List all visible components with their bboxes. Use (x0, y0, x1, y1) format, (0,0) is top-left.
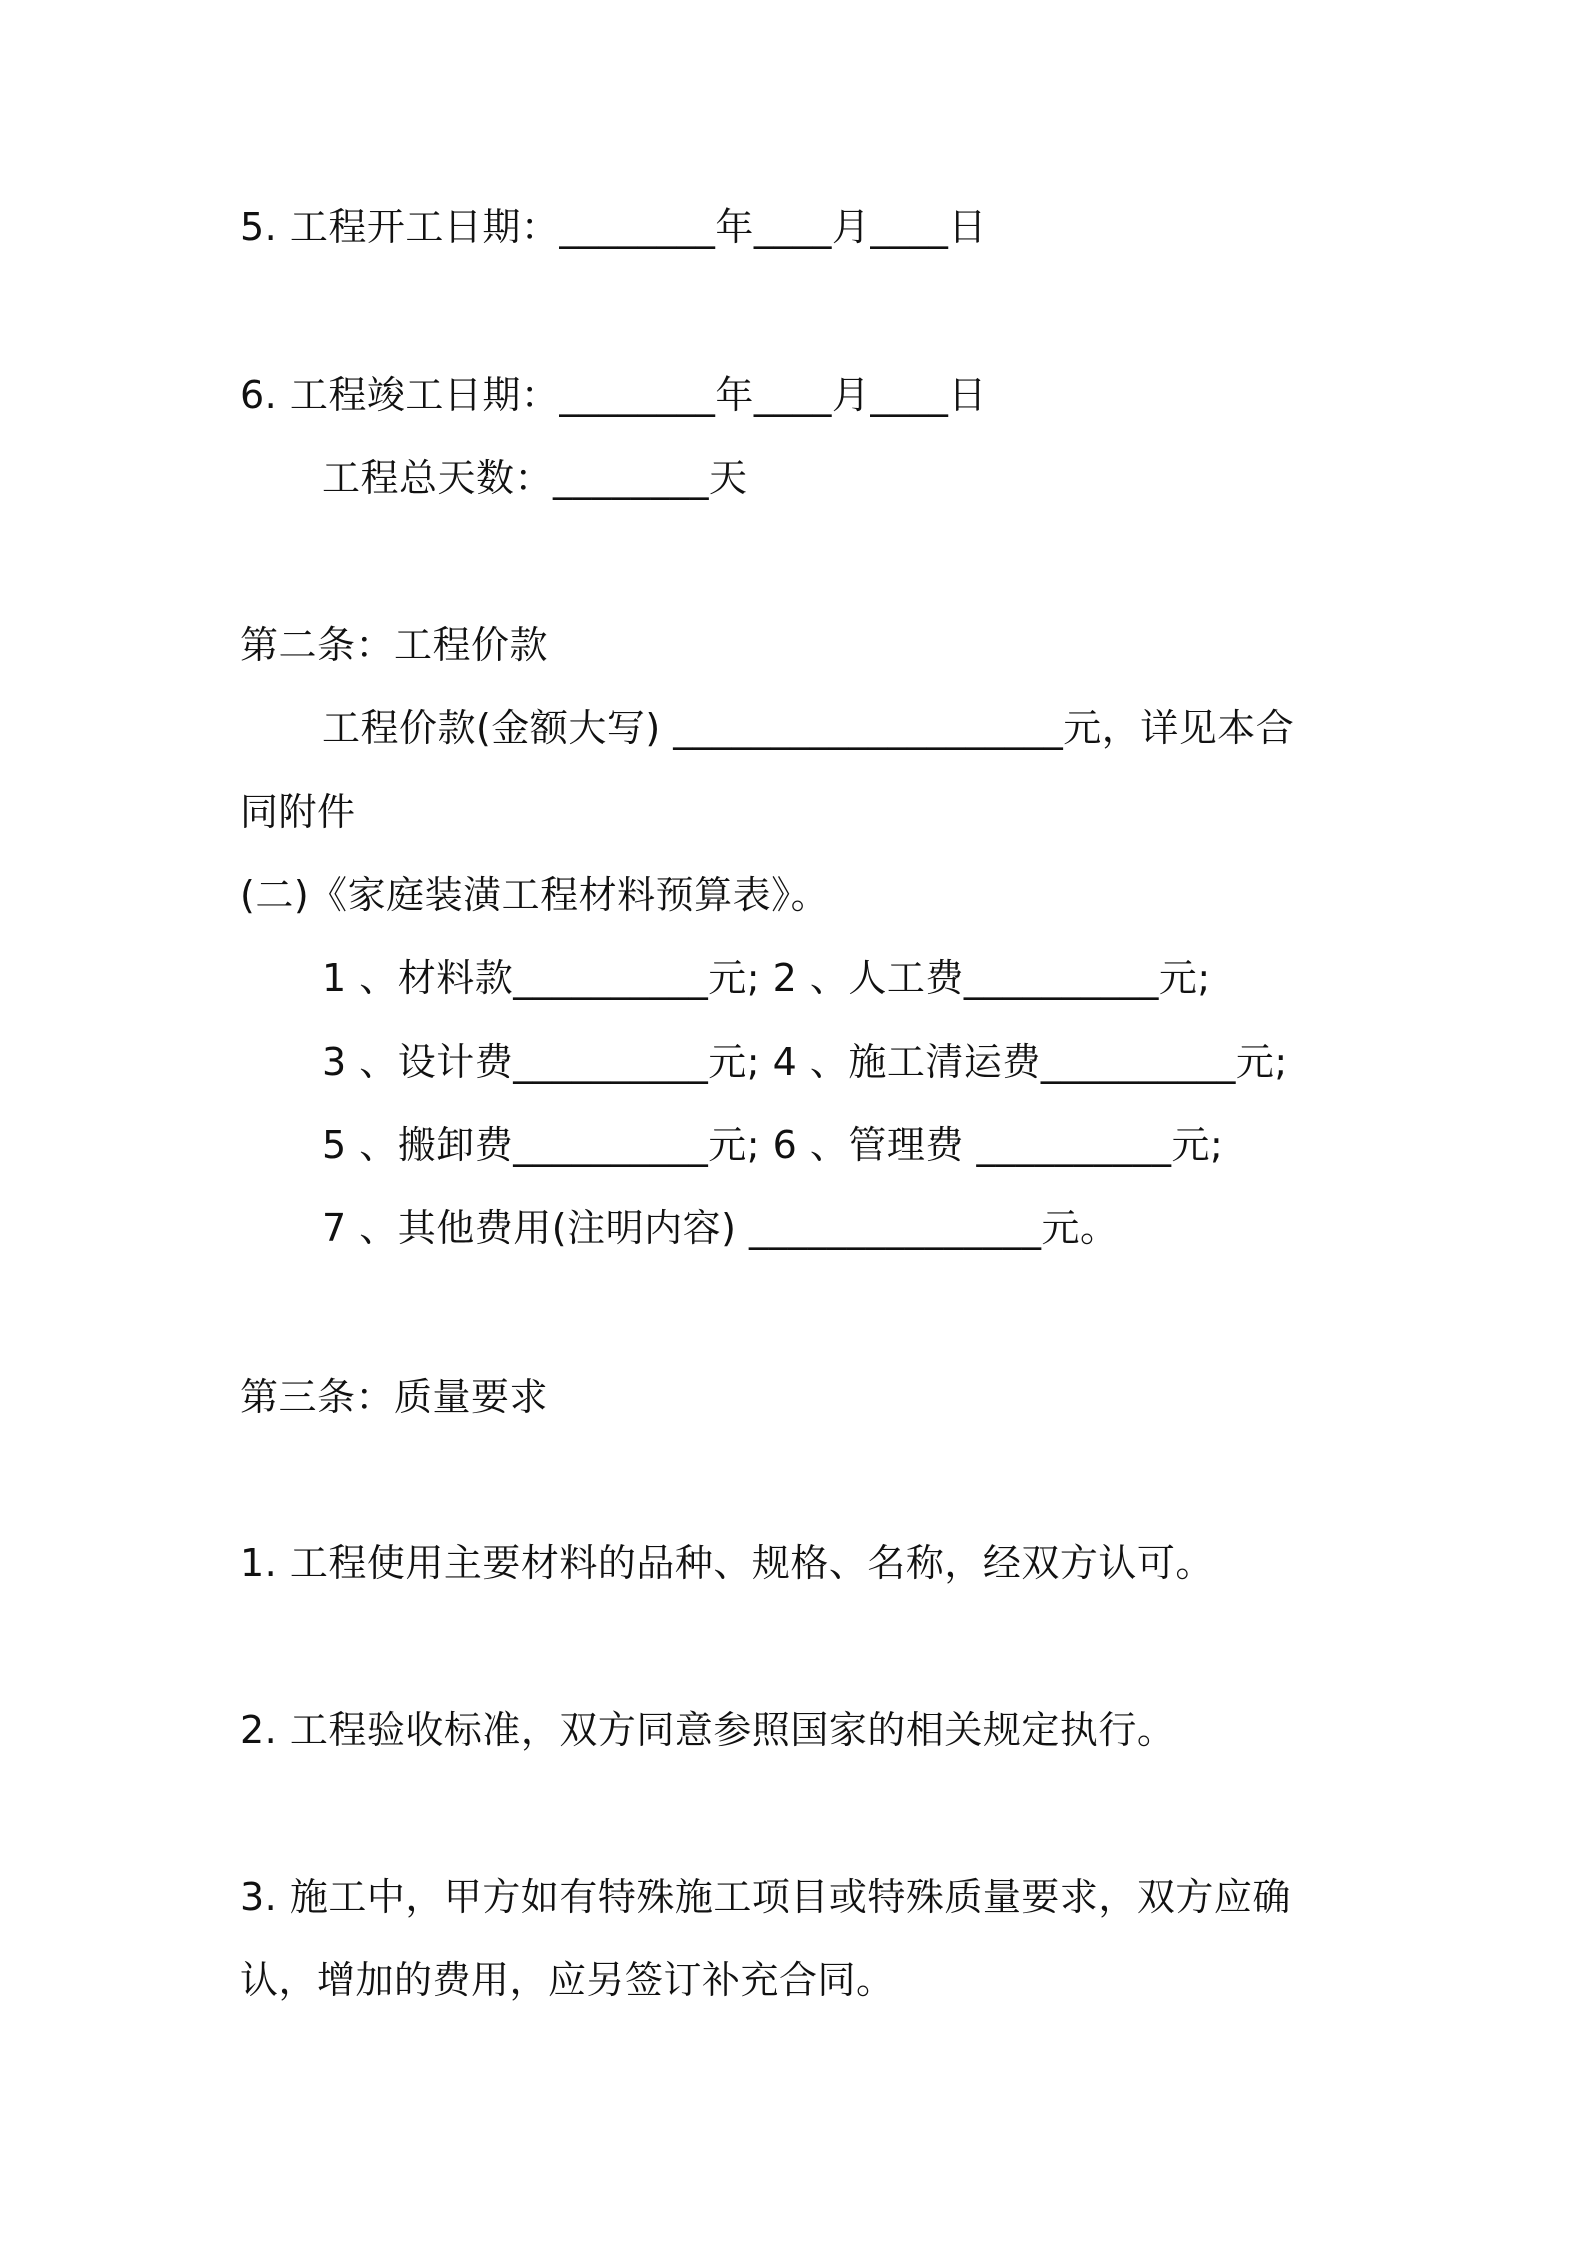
budget-table-reference: (二)《家庭装潢工程材料预算表》。 (240, 873, 830, 917)
quality-item-1: 1. 工程使用主要材料的品种、规格、名称，经双方认可。 (240, 1541, 1214, 1585)
price-amount-line: 工程价款(金额大写) ____________________元，详见本合 (322, 706, 1295, 750)
total-days-line: 工程总天数：________天 (322, 456, 748, 500)
quality-item-3-continued: 认，增加的费用，应另签订补充合同。 (240, 1958, 895, 2002)
quality-item-2: 2. 工程验收标准，双方同意参照国家的相关规定执行。 (240, 1708, 1176, 1752)
clause-completion-date: 6. 工程竣工日期：________年____月____日 (240, 373, 987, 417)
fee-line-4: 7 、其他费用(注明内容) _______________元。 (322, 1206, 1119, 1250)
section-heading-price: 第二条：工程价款 (240, 623, 549, 667)
clause-start-date: 5. 工程开工日期：________年____月____日 (240, 205, 987, 249)
price-amount-continued: 同附件 (240, 790, 356, 834)
section-heading-quality: 第三条：质量要求 (240, 1375, 549, 1419)
fee-line-1: 1 、材料款__________元; 2 、人工费__________元; (322, 956, 1211, 1000)
fee-line-3: 5 、搬卸费__________元; 6 、管理费 __________元; (322, 1123, 1224, 1167)
fee-line-2: 3 、设计费__________元; 4 、施工清运费__________元; (322, 1040, 1288, 1084)
quality-item-3: 3. 施工中，甲方如有特殊施工项目或特殊质量要求，双方应确 (240, 1875, 1291, 1919)
